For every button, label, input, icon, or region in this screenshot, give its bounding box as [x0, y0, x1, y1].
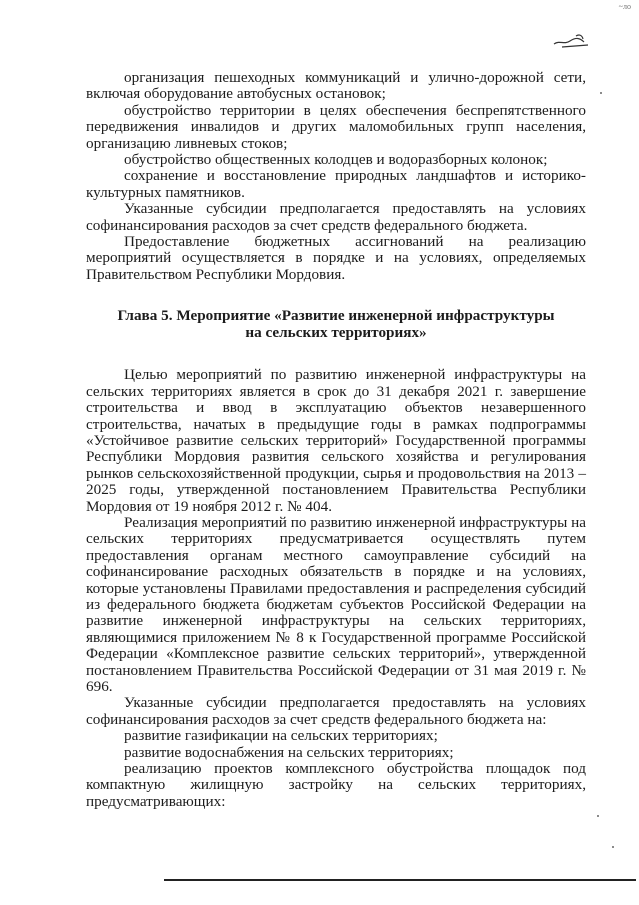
paragraph: Указанные субсидии предполагается предоставлять на условиях софинансирования расходов за счет средств федерального бюджета на: [86, 694, 586, 728]
list-item: развитие водоснабжения на сельских территориях; [124, 743, 454, 761]
scan-speck [600, 92, 602, 94]
paragraph: Реализация мероприятий по развитию инженерной инфраструктуры на сельских территориях предусматривается осуществлять путем предоставления органам местного самоуправление субсидий на софинансирование расходных обязательств в порядке и на условиях, которые установлены Правилами предоставления и распределения субсидий из федерального бюджета бюджетам субъектов Российской Федерации на развитие инженерной инфраструктуры на сельских территориях, являющимися приложением № 8 к Государственной программе Российской Федерации «Комплексное развитие сельских территорий», утвержденной постановлением Правительства Российской Федерации от 31 мая 2019 г. № 696. [86, 513, 586, 695]
paragraph: Предоставление бюджетных ассигнований на реализацию мероприятий осуществляется в порядке и на условиях, определяемых Правительством Республики Мордовия. [86, 233, 586, 283]
paragraph: Целью мероприятий по развитию инженерной инфраструктуры на сельских территориях является в срок до 31 декабря 2021 г. завершение строительства и ввод в эксплуатацию объектов незавершенного строительства, начатых в предыдущие годы в рамках подпрограммы «Устойчивое развитие сельских территорий» Государственной программы Республики Мордовия развития сельского хозяйства и регулирования рынков сельскохозяйственной продукции, сырья и продовольствия на 2013 – 2025 годы, утвержденной постановлением Правительства Республики Мордовия от 19 ноября 2012 г. № 404. [86, 366, 586, 515]
list-item: развитие газификации на сельских территориях; [124, 727, 438, 745]
paragraph: обустройство общественных колодцев и водоразборных колонок; [124, 151, 548, 169]
document-body [86, 70, 586, 810]
bottom-rule [164, 879, 636, 881]
paragraph: обустройство территории в целях обеспечения беспрепятственного передвижения инвалидов и других маломобильных групп населения, организацию ливневых стоков; [86, 101, 586, 152]
scan-speck [597, 815, 599, 817]
chapter-heading: Глава 5. Мероприятие «Развитие инженерной инфраструктуры на сельских территориях» [117, 307, 555, 342]
paragraph: сохранение и восстановление природных ландшафтов и историко-культурных памятников. [86, 167, 586, 201]
paragraph: организация пешеходных коммуникаций и улично-дорожной сети, включая оборудование автобусных остановок; [86, 69, 586, 103]
handwritten-mark-icon [552, 30, 592, 50]
paragraph: Указанные субсидии предполагается предоставлять на условиях софинансирования расходов за счет средств федерального бюджета. [86, 200, 586, 234]
list-item: реализацию проектов комплексного обустройства площадок под компактную жилищную застройку на сельских территориях, предусматривающих: [86, 760, 586, 810]
scan-speck [612, 846, 614, 848]
corner-mark: ~ло [618, 2, 631, 11]
